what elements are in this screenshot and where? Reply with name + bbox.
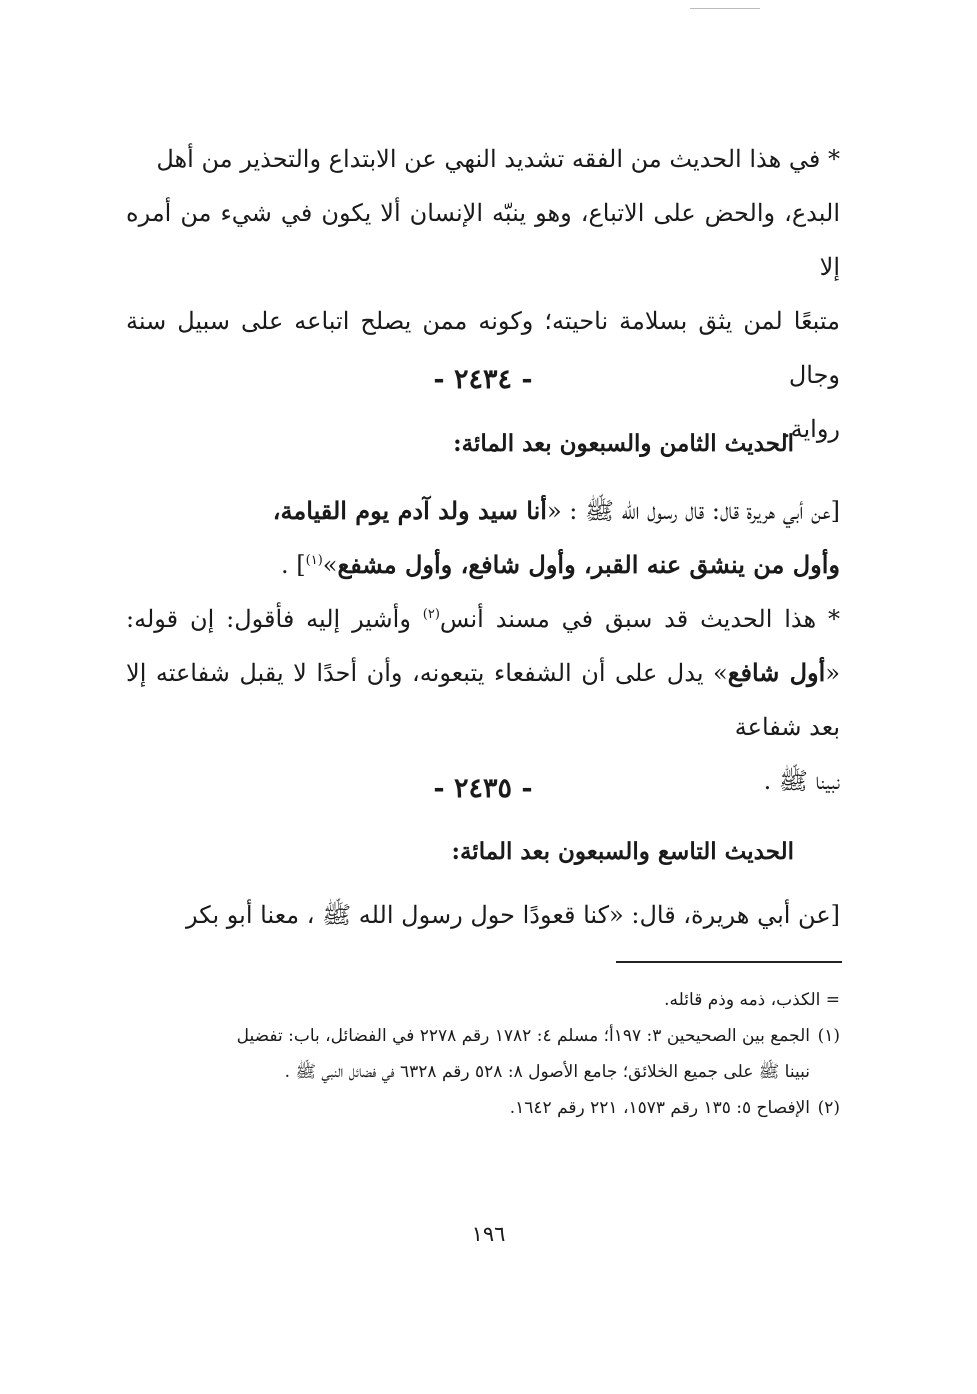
footnote-2-line-1: الإفصاح ٥: ١٣٥ رقم ١٥٧٣، ٢٢١ رقم ١٦٤٢. [509, 1098, 810, 1118]
hadith-close-quote: » [322, 551, 338, 579]
scan-artifact-line [690, 8, 760, 9]
commentary-line-1 [126, 592, 840, 754]
hadith-line-1 [126, 484, 840, 538]
hadith-text-2435 [126, 888, 840, 942]
footnote-1-mark: (١) [817, 1026, 840, 1046]
hadith-prefix: [عن أبي هريرة قال: قال رسول الله ﷺ : « [546, 497, 840, 525]
commentary-prefix: * هذا الحديث قد سبق في مسند أنس [439, 605, 840, 633]
hadith-heading-179: الحديث التاسع والسبعون بعد المائة: [451, 838, 794, 865]
hadith-heading-178: الحديث الثامن والسبعون بعد المائة: [453, 430, 794, 457]
intro-line-4: رواية. [782, 415, 840, 443]
footnote-1 [126, 1018, 840, 1054]
page-number: ١٩٦ [471, 1222, 506, 1246]
commentary-mid: وأشير إليه فأقول: إن قوله: « [126, 605, 840, 687]
footnote-ref-1: (١) [305, 553, 323, 568]
commentary-line-last: نبينا ﷺ . [763, 767, 840, 795]
commentary-bold: أول شافع [727, 658, 826, 687]
hadith-number-2434: - ٢٤٣٤ - [433, 364, 533, 395]
footnote-1-continuation: نبينا ﷺ على جميع الخلائق؛ جامع الأصول ٨: ٥٢٨ رقم ٦٣٢٨ في فضائل النبي ﷺ . [284, 1062, 810, 1082]
hadith-end: ] . [281, 551, 306, 579]
hadith-number-2435: - ٢٤٣٥ - [433, 773, 533, 804]
hadith-text-2434 [126, 484, 840, 592]
footnote-2-mark: (٢) [817, 1098, 840, 1118]
hadith-line-2 [126, 538, 840, 592]
footnote-1-line-1: الجمع بين الصحيحين ٣: ١٩٧أ؛ مسلم ٤: ١٧٨٢ رقم ٢٢٧٨ في الفضائل، باب: تفضيل [236, 1026, 810, 1046]
hadith-bold-1: أنا سيد ولد آدم يوم القيامة، [272, 496, 547, 525]
footnote-2 [126, 1090, 840, 1126]
footnote-ref-2: (٢) [422, 607, 440, 622]
intro-line-2: البدع، والحض على الاتباع، وهو ينبّه الإنسان ألا يكون في شيء من أمره إلا [126, 199, 840, 281]
footnote-separator [616, 961, 842, 963]
hadith-bold-2: وأول من ينشق عنه القبر، وأول شافع، وأول مشفع [337, 550, 840, 579]
hadith-2435-line-1: [عن أبي هريرة، قال: «كنا قعودًا حول رسول الله ﷺ ، معنا أبو بكر [185, 901, 840, 929]
commentary-rest: » يدل على أن الشفعاء يتبعونه، وأن أحدًا لا يقبل شفاعته إلا بعد شفاعة [126, 659, 840, 741]
intro-line-3: متبعًا لمن يثق بسلامة ناحيته؛ وكونه ممن يصلح اتباعه على سبيل سنة وجال [126, 307, 840, 389]
intro-paragraph [126, 132, 840, 456]
footnote-carryover: = الكذب، ذمه وذم قائله. [664, 990, 840, 1010]
footnotes [126, 982, 840, 1126]
intro-line-1: * في هذا الحديث من الفقه تشديد النهي عن الابتداع والتحذير من أهل [156, 145, 840, 173]
